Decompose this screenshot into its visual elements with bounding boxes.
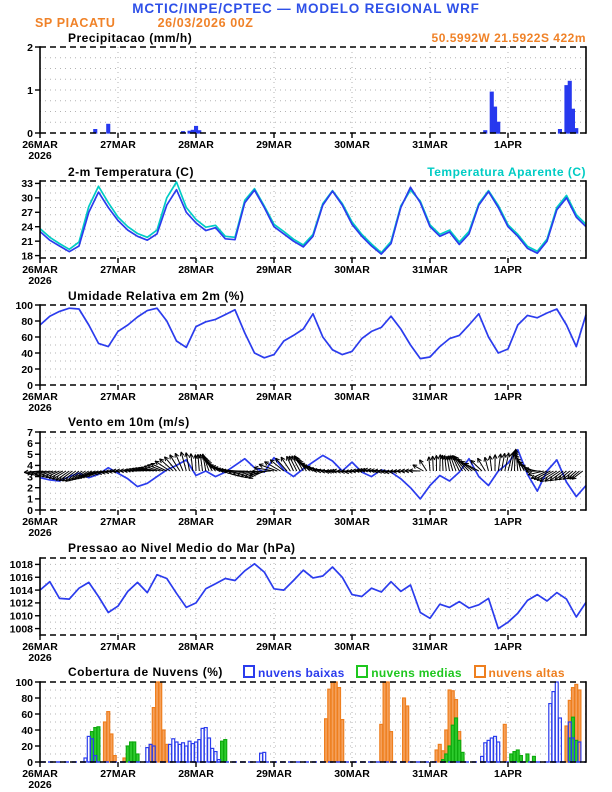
panel-title-precipitacao: Precipitacao (mm/h) — [68, 31, 193, 45]
legend-label: nuvens baixas — [258, 666, 345, 680]
svg-text:2026: 2026 — [28, 652, 52, 664]
plot-frame — [40, 46, 586, 134]
x-axis — [22, 133, 522, 162]
svg-text:27: 27 — [21, 207, 33, 220]
svg-text:28MAR: 28MAR — [178, 139, 214, 151]
svg-text:0: 0 — [27, 756, 33, 769]
station-coordinates: 50.5992W 21.5922S 422m — [431, 31, 586, 45]
y-axis — [21, 178, 40, 262]
panel-title-pressao: Pressao ao Nivel Medio do Mar (hPa) — [68, 541, 296, 555]
panel-title-vento: Vento em 10m (m/s) — [68, 415, 190, 429]
svg-text:2026: 2026 — [28, 402, 52, 414]
svg-text:31MAR: 31MAR — [412, 391, 448, 403]
svg-text:60: 60 — [21, 331, 33, 344]
svg-text:30MAR: 30MAR — [334, 139, 370, 151]
series-pressao-nivel-mar — [40, 564, 586, 629]
svg-text:27MAR: 27MAR — [100, 139, 136, 151]
svg-text:18: 18 — [21, 250, 33, 263]
series-direcao-vento — [24, 449, 583, 484]
svg-text:0: 0 — [27, 379, 33, 392]
svg-text:1: 1 — [27, 493, 33, 506]
svg-text:40: 40 — [21, 347, 33, 360]
svg-text:29MAR: 29MAR — [256, 264, 292, 276]
svg-text:3: 3 — [27, 471, 33, 484]
y-axis — [27, 42, 40, 140]
legend-label: nuvens altas — [488, 666, 565, 680]
svg-text:31MAR: 31MAR — [412, 516, 448, 528]
svg-text:28MAR: 28MAR — [178, 768, 214, 780]
svg-text:28MAR: 28MAR — [178, 516, 214, 528]
x-axis — [22, 385, 522, 414]
panel-precip — [22, 42, 586, 162]
svg-text:20: 20 — [21, 740, 33, 753]
page-title: MCTIC/INPE/CPTEC — MODELO REGIONAL WRF — [132, 1, 480, 16]
svg-text:27MAR: 27MAR — [100, 516, 136, 528]
svg-text:0: 0 — [27, 504, 33, 517]
svg-text:31MAR: 31MAR — [412, 139, 448, 151]
svg-text:4: 4 — [27, 460, 33, 473]
svg-text:60: 60 — [21, 708, 33, 721]
svg-text:2026: 2026 — [28, 275, 52, 287]
svg-text:6: 6 — [27, 437, 33, 450]
svg-text:1014: 1014 — [9, 584, 33, 597]
plot-frame — [40, 304, 586, 386]
legend-temperatura-aparente: Temperatura Aparente (C) — [427, 165, 586, 179]
svg-text:1008: 1008 — [9, 623, 33, 636]
svg-text:1APR: 1APR — [493, 264, 523, 276]
panel-temp — [21, 178, 586, 287]
svg-text:1APR: 1APR — [493, 139, 523, 151]
series-precipitacao — [94, 81, 578, 133]
svg-text:29MAR: 29MAR — [256, 768, 292, 780]
panel-title-umidade: Umidade Relativa em 2m (%) — [68, 289, 245, 303]
panel-pressao — [10, 557, 586, 664]
y-axis — [15, 677, 40, 769]
svg-text:1APR: 1APR — [493, 391, 523, 403]
svg-text:2026: 2026 — [28, 779, 52, 791]
svg-text:29MAR: 29MAR — [256, 516, 292, 528]
svg-text:2026: 2026 — [28, 527, 52, 539]
run-datetime: 26/03/2026 00Z — [157, 16, 254, 30]
gridlines — [40, 558, 586, 635]
svg-text:1: 1 — [27, 84, 33, 97]
svg-text:80: 80 — [21, 692, 33, 705]
svg-text:100: 100 — [15, 676, 33, 689]
svg-text:30MAR: 30MAR — [334, 516, 370, 528]
svg-text:31MAR: 31MAR — [412, 641, 448, 653]
svg-text:30MAR: 30MAR — [334, 641, 370, 653]
panel-nuvens — [15, 677, 586, 791]
x-axis — [22, 510, 522, 539]
svg-text:100: 100 — [15, 299, 33, 312]
svg-text:31MAR: 31MAR — [412, 768, 448, 780]
svg-text:2: 2 — [27, 482, 33, 495]
svg-text:30MAR: 30MAR — [334, 391, 370, 403]
x-axis — [22, 762, 522, 791]
svg-text:1010: 1010 — [9, 610, 33, 623]
svg-text:24: 24 — [21, 221, 33, 234]
svg-text:26MAR: 26MAR — [22, 264, 58, 276]
svg-text:31MAR: 31MAR — [412, 264, 448, 276]
svg-text:26MAR: 26MAR — [22, 391, 58, 403]
svg-text:1APR: 1APR — [493, 768, 523, 780]
legend-label: nuvens medias — [371, 666, 462, 680]
svg-text:29MAR: 29MAR — [256, 391, 292, 403]
svg-text:7: 7 — [27, 426, 33, 439]
svg-text:2: 2 — [27, 41, 33, 54]
svg-text:27MAR: 27MAR — [100, 641, 136, 653]
svg-text:20: 20 — [21, 363, 33, 376]
gridlines — [40, 305, 586, 385]
svg-text:21: 21 — [21, 235, 33, 248]
series-umidade-relativa — [40, 308, 586, 358]
svg-text:26MAR: 26MAR — [22, 768, 58, 780]
svg-text:26MAR: 26MAR — [22, 516, 58, 528]
panel-vento — [22, 427, 586, 539]
svg-text:1APR: 1APR — [493, 641, 523, 653]
gridlines — [40, 47, 586, 133]
svg-text:2026: 2026 — [28, 150, 52, 162]
svg-text:1018: 1018 — [9, 559, 33, 572]
svg-text:30: 30 — [21, 192, 33, 205]
svg-text:5: 5 — [27, 449, 33, 462]
svg-text:26MAR: 26MAR — [22, 641, 58, 653]
svg-text:1016: 1016 — [9, 572, 33, 585]
svg-text:27MAR: 27MAR — [100, 264, 136, 276]
svg-text:1APR: 1APR — [493, 516, 523, 528]
panel-umidade — [15, 300, 586, 414]
y-axis — [15, 300, 40, 392]
svg-text:28MAR: 28MAR — [178, 391, 214, 403]
svg-text:26MAR: 26MAR — [22, 139, 58, 151]
panel-title-nuvens: Cobertura de Nuvens (%) — [68, 665, 223, 679]
panel-title-temperatura: 2-m Temperatura (C) — [68, 165, 194, 179]
svg-text:29MAR: 29MAR — [256, 641, 292, 653]
svg-text:30MAR: 30MAR — [334, 264, 370, 276]
station-name: SP PIACATU — [35, 16, 116, 30]
svg-text:40: 40 — [21, 724, 33, 737]
svg-text:30MAR: 30MAR — [334, 768, 370, 780]
y-axis — [10, 559, 40, 635]
svg-text:1012: 1012 — [9, 597, 33, 610]
x-axis — [22, 635, 522, 664]
svg-text:33: 33 — [21, 178, 33, 191]
x-axis — [22, 258, 522, 287]
svg-text:28MAR: 28MAR — [178, 641, 214, 653]
svg-text:29MAR: 29MAR — [256, 139, 292, 151]
svg-text:28MAR: 28MAR — [178, 264, 214, 276]
svg-text:0: 0 — [27, 127, 33, 140]
svg-text:27MAR: 27MAR — [100, 768, 136, 780]
svg-text:80: 80 — [21, 315, 33, 328]
svg-text:27MAR: 27MAR — [100, 391, 136, 403]
